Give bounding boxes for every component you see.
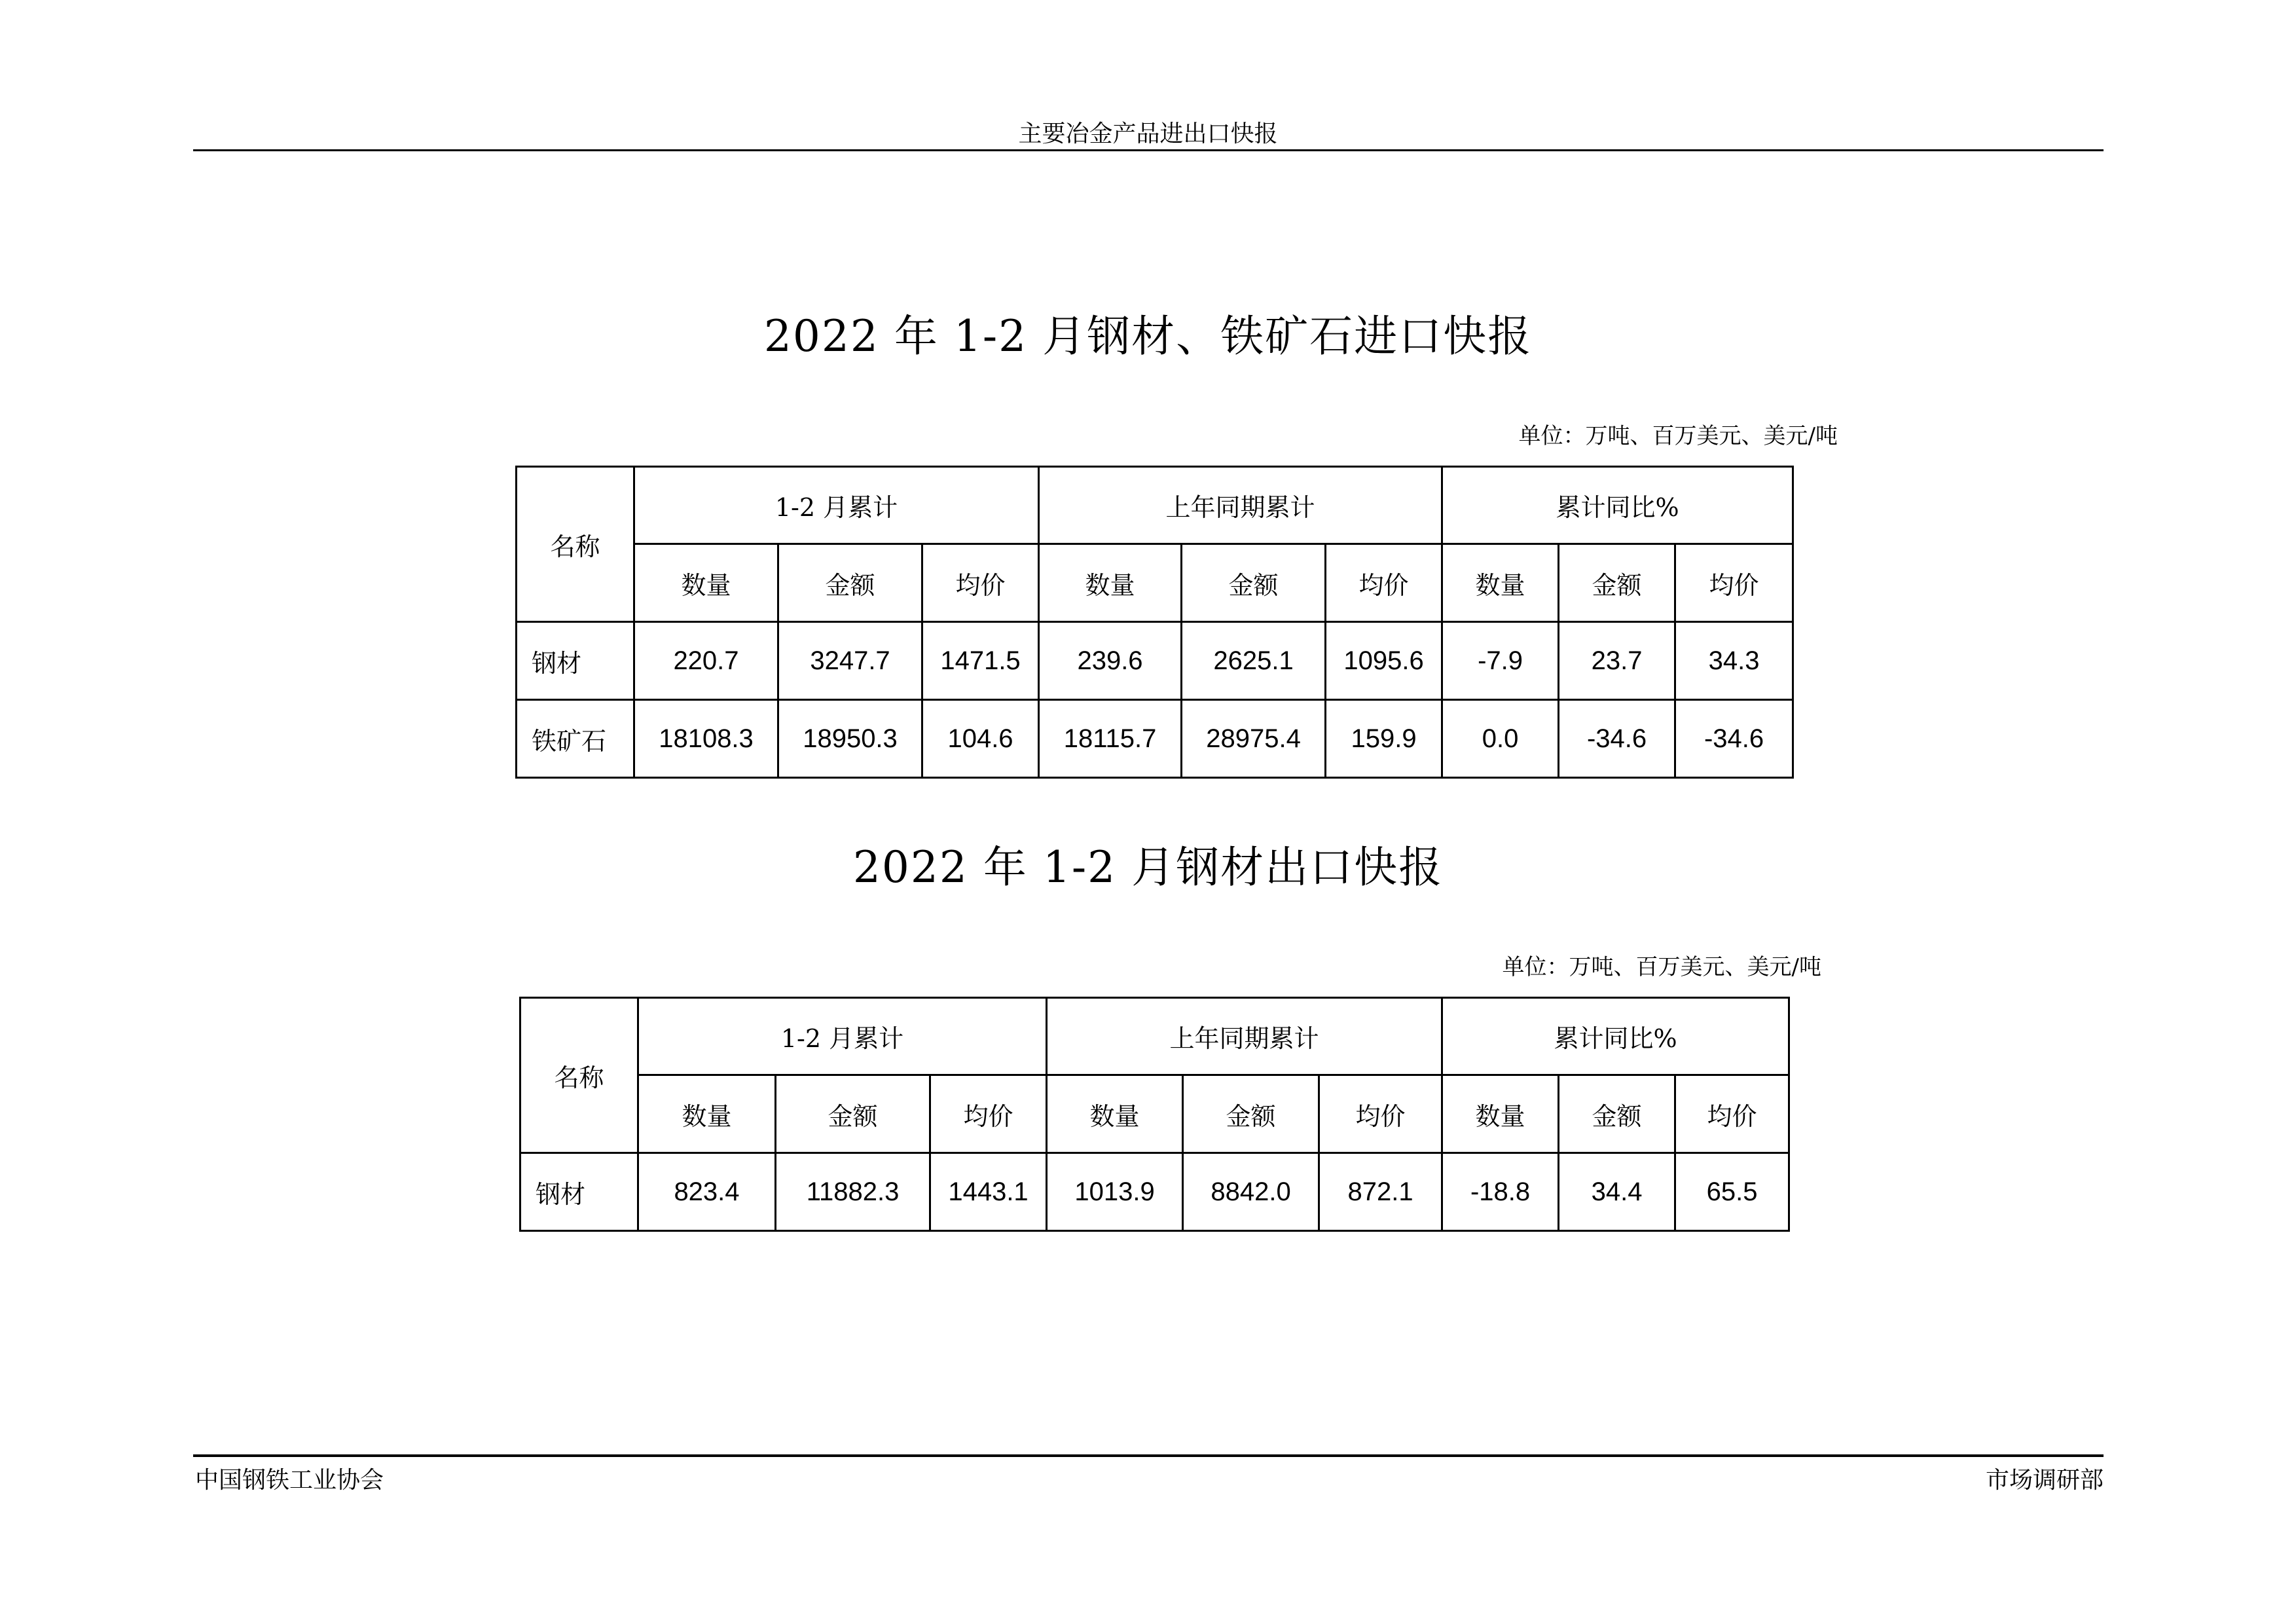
export-subheader: 金额 xyxy=(1183,1075,1319,1153)
table-cell: 1443.1 xyxy=(930,1153,1047,1231)
row-name: 钢材 xyxy=(517,622,634,700)
table-row xyxy=(517,622,1793,700)
import-group-header: 累计同比% xyxy=(1442,467,1793,544)
table-cell: 104.6 xyxy=(922,700,1039,778)
import-name-header: 名称 xyxy=(517,467,634,622)
table-row xyxy=(520,1153,1789,1231)
table-cell: 1471.5 xyxy=(922,622,1039,700)
table-cell: 2625.1 xyxy=(1182,622,1326,700)
import-subheader-row xyxy=(517,544,1793,622)
export-subheader: 数量 xyxy=(1047,1075,1183,1153)
header-divider xyxy=(193,149,2104,151)
import-group-header-row xyxy=(517,467,1793,544)
export-report-title: 2022 年 1-2 月钢材出口快报 xyxy=(852,842,1444,893)
export-group-header: 累计同比% xyxy=(1442,998,1789,1075)
export-subheader-row xyxy=(520,1075,1789,1153)
export-table xyxy=(519,997,1790,1232)
table-cell: 65.5 xyxy=(1675,1153,1789,1231)
page-header-title: 主要冶金产品进出口快报 xyxy=(1018,120,1278,147)
import-subheader: 金额 xyxy=(1559,544,1675,622)
table-cell: 18950.3 xyxy=(778,700,922,778)
export-subheader: 均价 xyxy=(1675,1075,1789,1153)
export-name-header: 名称 xyxy=(520,998,638,1153)
export-subheader: 数量 xyxy=(638,1075,776,1153)
export-subheader: 均价 xyxy=(930,1075,1047,1153)
table-cell: -34.6 xyxy=(1559,700,1675,778)
table-cell: -7.9 xyxy=(1442,622,1559,700)
table-cell: 3247.7 xyxy=(778,622,922,700)
row-name: 钢材 xyxy=(520,1153,638,1231)
import-report-title: 2022 年 1-2 月钢材、铁矿石进口快报 xyxy=(763,311,1533,361)
import-subheader: 数量 xyxy=(1442,544,1559,622)
footer-department: 市场调研部 xyxy=(1985,1467,2104,1494)
table-cell: 823.4 xyxy=(638,1153,776,1231)
table-cell: 239.6 xyxy=(1039,622,1182,700)
table-cell: 34.3 xyxy=(1675,622,1793,700)
import-subheader: 均价 xyxy=(1675,544,1793,622)
table-cell: 8842.0 xyxy=(1183,1153,1319,1231)
import-subheader: 数量 xyxy=(1039,544,1182,622)
export-unit-note: 单位：万吨、百万美元、美元/吨 xyxy=(1502,954,1821,980)
import-table xyxy=(515,466,1794,779)
table-cell: 1013.9 xyxy=(1047,1153,1183,1231)
import-group-header: 上年同期累计 xyxy=(1039,467,1442,544)
footer-organization: 中国钢铁工业协会 xyxy=(195,1467,384,1494)
import-subheader: 金额 xyxy=(1182,544,1326,622)
import-unit-note: 单位：万吨、百万美元、美元/吨 xyxy=(1518,423,1838,449)
table-cell: 23.7 xyxy=(1559,622,1675,700)
export-subheader: 金额 xyxy=(1559,1075,1675,1153)
export-group-header: 1-2 月累计 xyxy=(638,998,1047,1075)
table-cell: 34.4 xyxy=(1559,1153,1675,1231)
import-group-header: 1-2 月累计 xyxy=(634,467,1039,544)
table-cell: -34.6 xyxy=(1675,700,1793,778)
export-subheader: 金额 xyxy=(776,1075,930,1153)
import-subheader: 均价 xyxy=(922,544,1039,622)
row-name: 铁矿石 xyxy=(517,700,634,778)
table-cell: 0.0 xyxy=(1442,700,1559,778)
table-cell: 220.7 xyxy=(634,622,778,700)
export-subheader: 均价 xyxy=(1319,1075,1442,1153)
table-cell: -18.8 xyxy=(1442,1153,1559,1231)
footer-divider xyxy=(193,1454,2104,1457)
table-row xyxy=(517,700,1793,778)
table-cell: 28975.4 xyxy=(1182,700,1326,778)
table-cell: 872.1 xyxy=(1319,1153,1442,1231)
import-subheader: 数量 xyxy=(634,544,778,622)
table-cell: 159.9 xyxy=(1326,700,1442,778)
export-subheader: 数量 xyxy=(1442,1075,1559,1153)
export-group-header-row xyxy=(520,998,1789,1075)
import-subheader: 金额 xyxy=(778,544,922,622)
table-cell: 1095.6 xyxy=(1326,622,1442,700)
import-subheader: 均价 xyxy=(1326,544,1442,622)
export-group-header: 上年同期累计 xyxy=(1047,998,1442,1075)
table-cell: 18108.3 xyxy=(634,700,778,778)
table-cell: 11882.3 xyxy=(776,1153,930,1231)
table-cell: 18115.7 xyxy=(1039,700,1182,778)
